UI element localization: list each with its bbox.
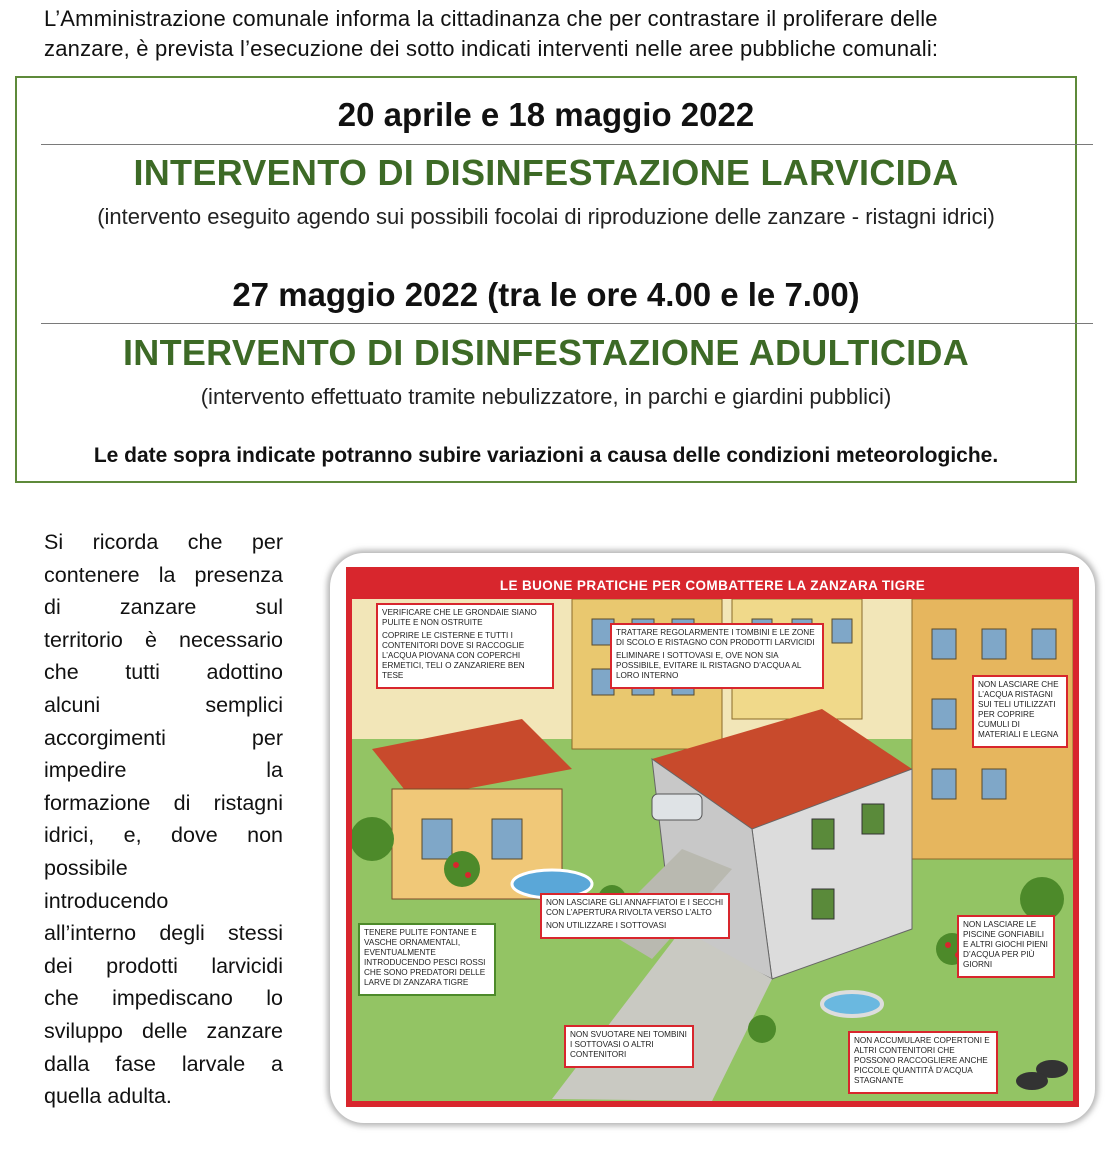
reminder-line: di zanzare sul [44, 595, 283, 620]
subtitle-adulticide: (intervento effettuato tramite nebulizzatore, in parchi e giardini pubblici) [200, 384, 892, 409]
divider [41, 144, 1093, 145]
notice-box [15, 76, 1077, 483]
intro-line: L’Amministrazione comunale informa la cittadinanza che per contrastare il proliferare delle [44, 6, 938, 31]
heading-larvicide: INTERVENTO DI DISINFESTAZIONE LARVICIDA [133, 152, 959, 193]
callout-pools: NON LASCIARE LE PISCINE GONFIABILI E ALTRI GIOCHI PIENI D’ACQUA PER PIÙ GIORNI [957, 915, 1055, 978]
heading-adulticide: INTERVENTO DI DISINFESTAZIONE ADULTICIDA [122, 332, 970, 373]
callout-fountains: TENERE PULITE FONTANE E VASCHE ORNAMENTALI, EVENTUALMENTE INTRODUCENDO PESCI ROSSI CHE SONO PREDATORI DELLE LARVE DI ZANZARA TIGRE [358, 923, 496, 996]
reminder-line: accorgimenti per [44, 725, 283, 750]
callout-drains: TRATTARE REGOLARMENTE I TOMBINI E LE ZONE DI SCOLO E RISTAGNO CON PRODOTTI LARVICIDI ELIMINARE I SOTTOVASI E, OVE NON SIA POSSIBILE, EVITARE IL RISTAGNO D’ACQUA AL LORO INTERNO [610, 623, 824, 689]
poster-title: LE BUONE PRATICHE PER COMBATTERE LA ZANZARA TIGRE [352, 573, 1073, 599]
divider [41, 323, 1093, 324]
reminder-paragraph [44, 526, 283, 1113]
reminder-line: Si ricorda che per [44, 530, 283, 554]
callout-containers: NON SVUOTARE NEI TOMBINI I SOTTOVASI O ALTRI CONTENITORI [564, 1025, 694, 1068]
reminder-line: quella adulta. [44, 1084, 172, 1109]
reminder-line: sviluppo delle zanzare [44, 1018, 283, 1043]
reminder-line: territorio è necessario [44, 627, 283, 652]
reminder-line: impedire la [44, 758, 283, 783]
reminder-line: che tutti adottino [44, 660, 283, 685]
reminder-line: dalla fase larvale a [44, 1051, 283, 1076]
intro-paragraph [44, 4, 1074, 64]
callout-watering-cans: NON LASCIARE GLI ANNAFFIATOI E I SECCHI CON L’APERTURA RIVOLTA VERSO L’ALTO NON UTILIZZARE I SOTTOVASI [540, 893, 730, 939]
reminder-line: possibile [44, 855, 128, 880]
date-larvicide: 20 aprile e 18 maggio 2022 [337, 96, 755, 133]
reminder-line: idrici, e, dove non [44, 823, 283, 848]
weather-note: Le date sopra indicate potranno subire variazioni a causa delle condizioni meteorologiche. [93, 444, 999, 467]
subtitle-larvicide: (intervento eseguito agendo sui possibili focolai di riproduzione delle zanzare - ristagni idrici) [97, 204, 995, 229]
reminder-line: che impediscano lo [44, 986, 283, 1011]
callout-tires: NON ACCUMULARE COPERTONI E ALTRI CONTENITORI CHE POSSONO RACCOGLIERE ANCHE PICCOLE QUANTITÀ D’ACQUA STAGNANTE [848, 1031, 998, 1094]
callout-tarps: NON LASCIARE CHE L’ACQUA RISTAGNI SUI TELI UTILIZZATI PER COPRIRE CUMULI DI MATERIALI E LEGNA [972, 675, 1068, 748]
date-adulticide: 27 maggio 2022 (tra le ore 4.00 e le 7.00) [232, 276, 860, 313]
intro-line: zanzare, è prevista l’esecuzione dei sotto indicati interventi nelle aree pubbliche comunali: [44, 36, 939, 61]
reminder-line: alcuni semplici [44, 692, 283, 717]
poster-frame [330, 553, 1095, 1123]
reminder-line: contenere la presenza [44, 562, 283, 587]
reminder-line: all’interno degli stessi [44, 921, 283, 946]
reminder-line: formazione di ristagni [44, 790, 283, 815]
reminder-line: introducendo [44, 888, 169, 913]
reminder-line: dei prodotti larvicidi [44, 953, 283, 978]
callout-gutters: VERIFICARE CHE LE GRONDAIE SIANO PULITE E NON OSTRUITE COPRIRE LE CISTERNE E TUTTI I CONTENITORI DOVE SI RACCOGLIE L’ACQUA PIOVANA CON COPERCHI ERMETICI, TELI O ZANZARIERE BEN TESE [376, 603, 554, 689]
tiger-mosquito-poster [346, 567, 1079, 1107]
